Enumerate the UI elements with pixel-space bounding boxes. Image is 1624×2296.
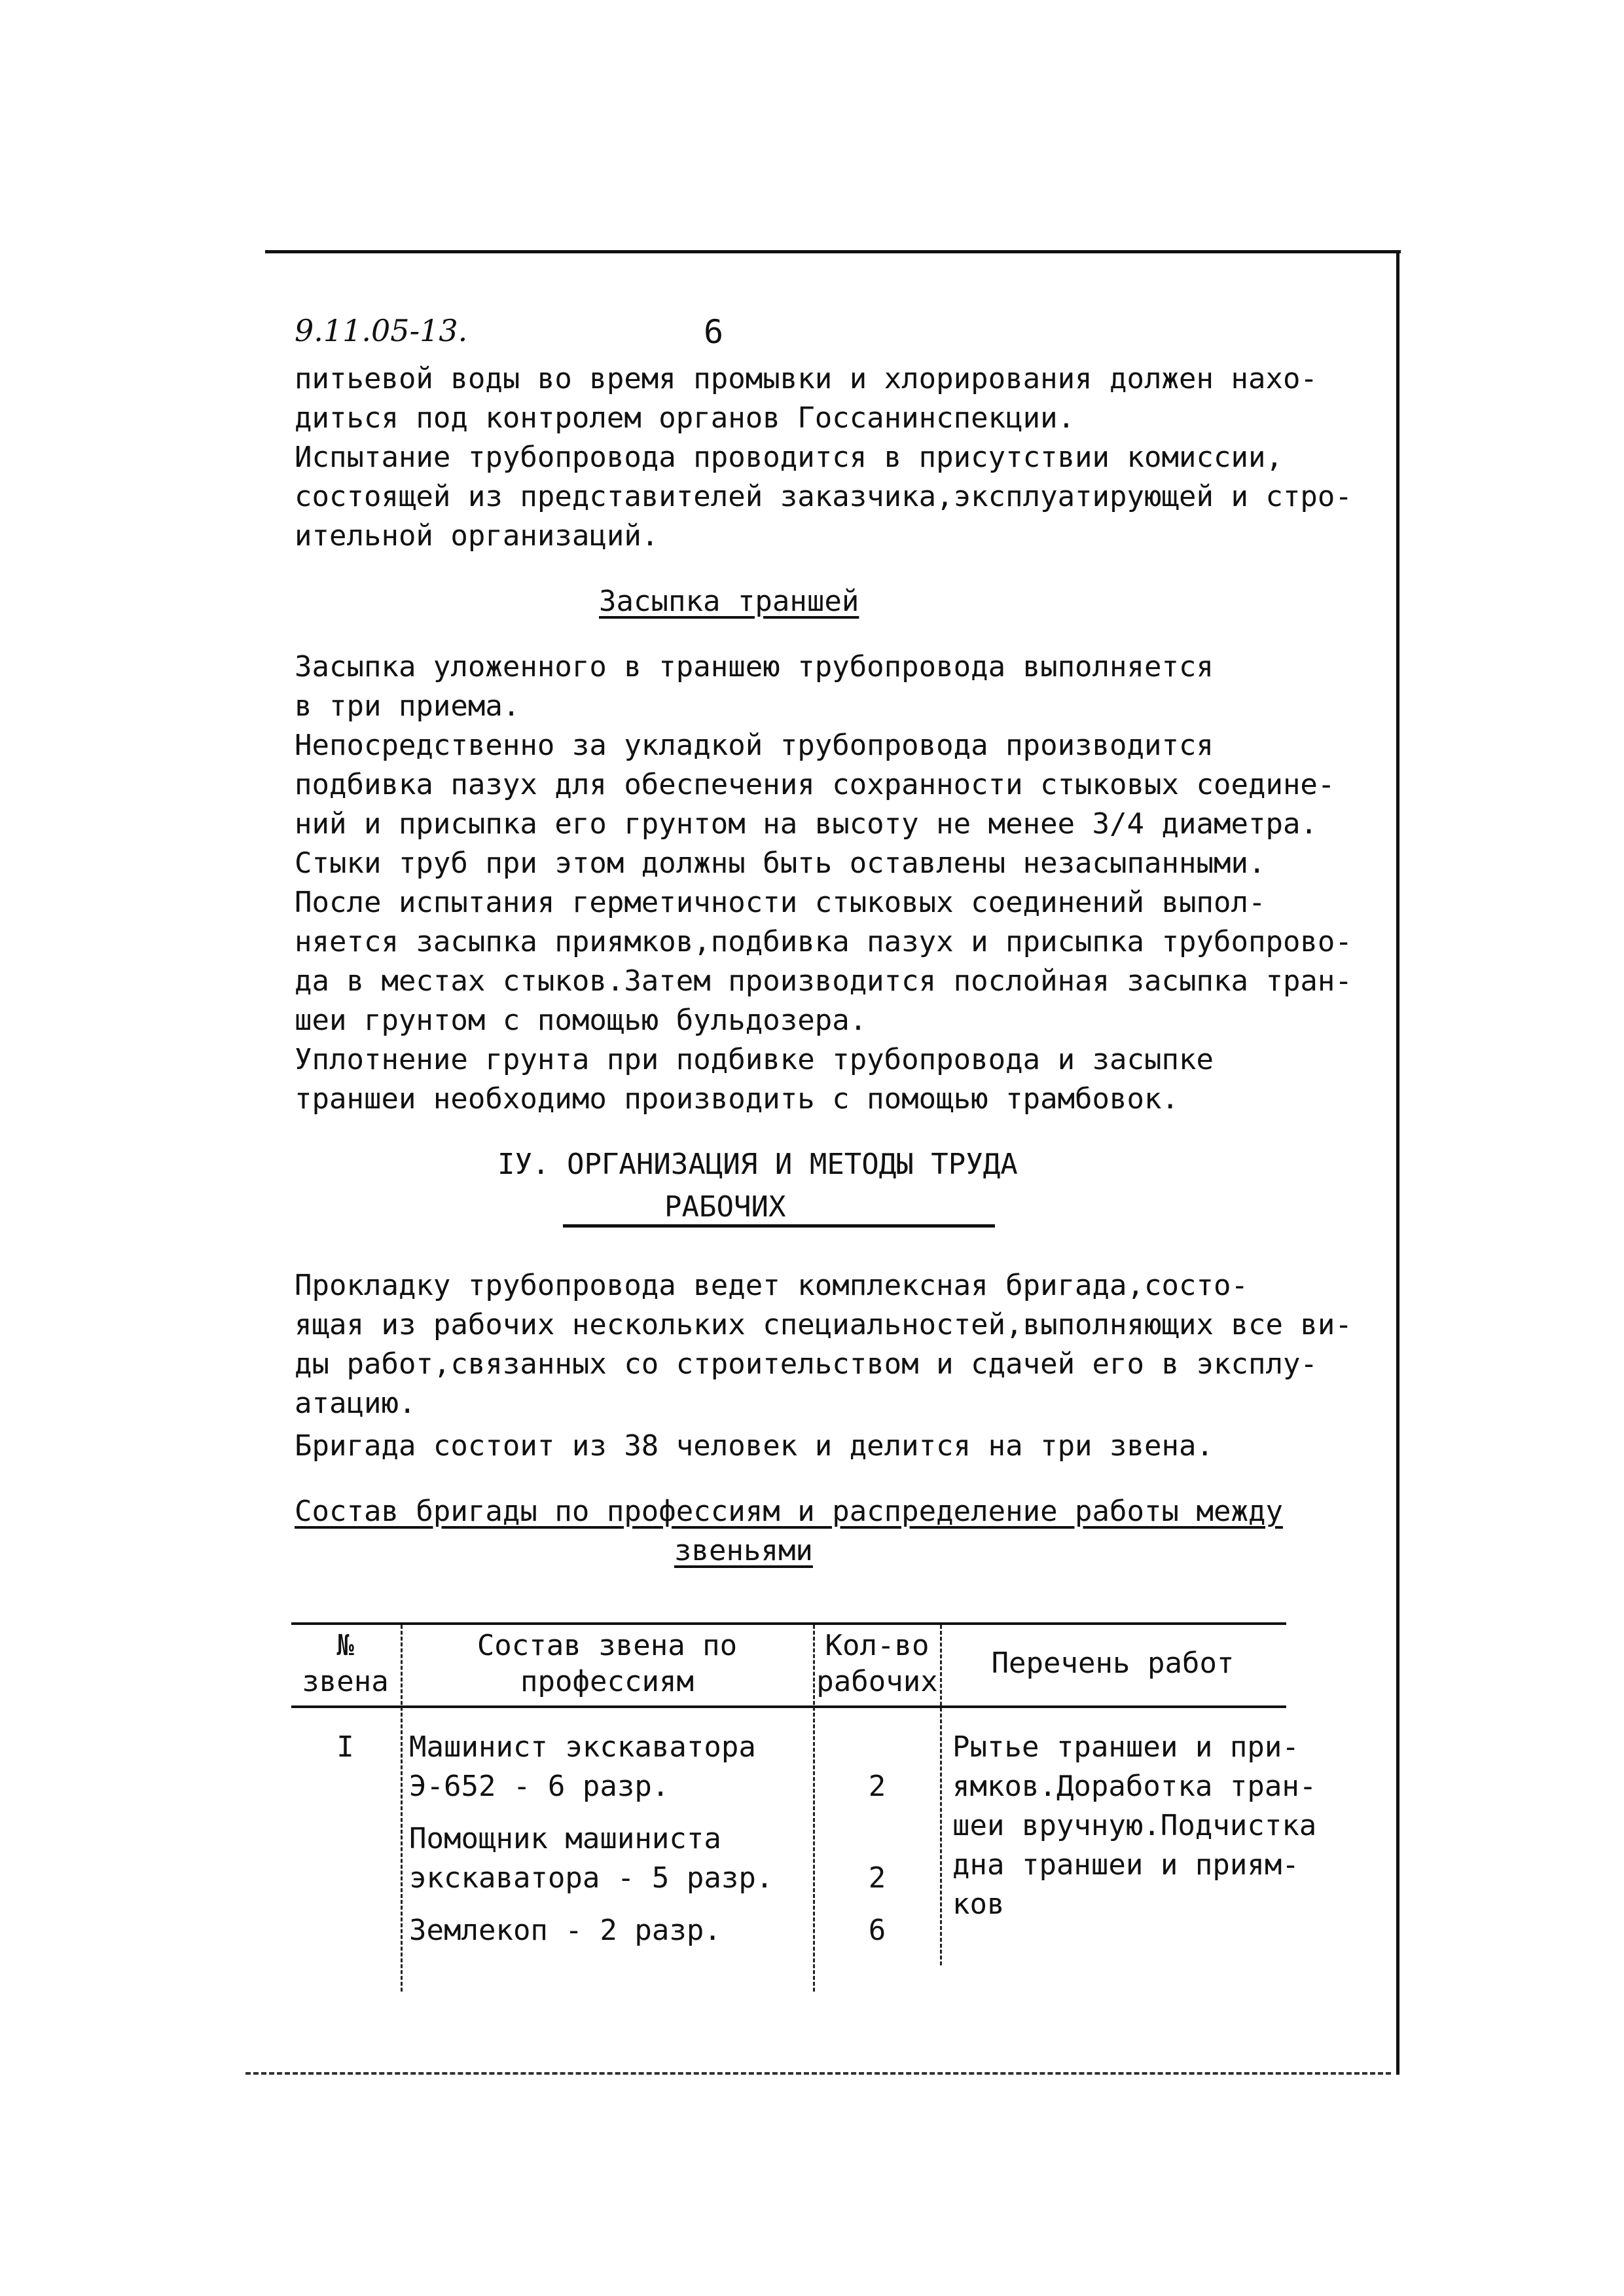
intro-line: питьевой воды во время промывки и хлорирования должен нахо-: [295, 362, 1318, 395]
profession-line: Э-652 - 6 разр.: [409, 1770, 670, 1803]
header-count-line2: рабочих: [816, 1665, 938, 1698]
profession-line: Помощник машиниста: [409, 1822, 721, 1855]
worker-count: 6: [868, 1914, 886, 1947]
backfill-p2-line: подбивка пазух для обеспечения сохранности стыковых соедине-: [295, 768, 1335, 801]
header-num: №: [336, 1629, 354, 1662]
test-paragraph-line: состоящей из представителей заказчика,эксплуатирующей и стро-: [295, 480, 1352, 513]
profession-line: Машинист экскаватора: [409, 1730, 756, 1764]
header-num-line2: звена: [302, 1665, 389, 1698]
frame-bottom-line: [245, 2072, 1391, 2075]
backfill-p4-line: траншеи необходимо производить с помощью трамбовок.: [295, 1082, 1180, 1116]
backfill-p1-line: в три приема.: [295, 689, 520, 723]
header-composition-line2: профессиям: [520, 1665, 694, 1698]
backfill-p3-line: После испытания герметичности стыковых соединений выпол-: [295, 886, 1266, 919]
intro-line: диться под контролем органов Госсанинспекции.: [295, 401, 1075, 435]
works-line: дна траншеи и приям-: [952, 1848, 1299, 1882]
table-caption: Состав бригады по профессиям и распределение работы между: [295, 1495, 1283, 1528]
frame-top-line: [265, 250, 1401, 253]
table-top-rule: [291, 1622, 1286, 1625]
section-heading-iv: IУ. ОРГАНИЗАЦИЯ И МЕТОДЫ ТРУДА: [497, 1148, 1018, 1181]
section-heading-backfill: Засыпка траншей: [599, 585, 859, 618]
worker-count: 2: [868, 1861, 886, 1895]
section-heading-iv-line2: РАБОЧИХ: [664, 1190, 786, 1224]
worker-count: 2: [868, 1770, 886, 1803]
table-col-divider: [940, 1625, 942, 1965]
backfill-p3-line: няется засыпка приямков,подбивка пазух и присыпка трубопрово-: [295, 925, 1352, 958]
section-iv-p2: Бригада состоит из 38 человек и делится на три звена.: [295, 1429, 1214, 1463]
test-paragraph-line: Испытание трубопровода проводится в присутствии комиссии,: [295, 441, 1283, 474]
profession-line: Землекоп - 2 разр.: [409, 1914, 721, 1947]
section-iv-p1-line: ды работ,связанных со строительством и сдачей его в эксплу-: [295, 1347, 1318, 1381]
backfill-p1-line: Засыпка уложенного в траншею трубопровода выполняется: [295, 650, 1214, 683]
section-iv-p1-line: атацию.: [295, 1387, 416, 1420]
heading-underline: [563, 1224, 995, 1228]
backfill-p3-line: да в местах стыков.Затем производится послойная засыпка тран-: [295, 964, 1352, 998]
section-iv-p1-line: Прокладку трубопровода ведет комплексная бригада,состо-: [295, 1269, 1248, 1302]
table-caption-line2: звеньями: [674, 1534, 813, 1567]
backfill-p4-line: Уплотнение грунта при подбивке трубопровода и засыпке: [295, 1043, 1214, 1076]
backfill-p3-line: шеи грунтом с помощью бульдозера.: [295, 1004, 867, 1037]
works-line: ямков.Доработка тран-: [952, 1770, 1317, 1803]
frame-right-line: [1396, 250, 1399, 2075]
header-works: Перечень работ: [991, 1647, 1235, 1680]
row-num: I: [336, 1730, 354, 1764]
table-header-rule: [291, 1705, 1286, 1708]
works-line: ков: [952, 1887, 1005, 1921]
works-line: шеи вручную.Подчистка: [952, 1809, 1317, 1842]
profession-line: экскаватора - 5 разр.: [409, 1861, 774, 1895]
section-iv-p1-line: ящая из рабочих нескольких специальностей,выполняющих все ви-: [295, 1308, 1352, 1341]
header-count: Кол-во: [825, 1629, 929, 1662]
backfill-p2-line: Непосредственно за укладкой трубопровода производится: [295, 729, 1214, 762]
backfill-p2-line: Стыки труб при этом должны быть оставлены незасыпанными.: [295, 847, 1266, 880]
page-number: 6: [704, 313, 724, 351]
document-code: 9.11.05-13.: [295, 313, 468, 348]
backfill-p2-line: ний и присыпка его грунтом на высоту не менее 3/4 диаметра.: [295, 807, 1318, 841]
test-paragraph-line: ительной организаций.: [295, 519, 659, 553]
works-line: Рытье траншеи и при-: [952, 1730, 1299, 1764]
header-composition: Состав звена по: [477, 1629, 738, 1662]
